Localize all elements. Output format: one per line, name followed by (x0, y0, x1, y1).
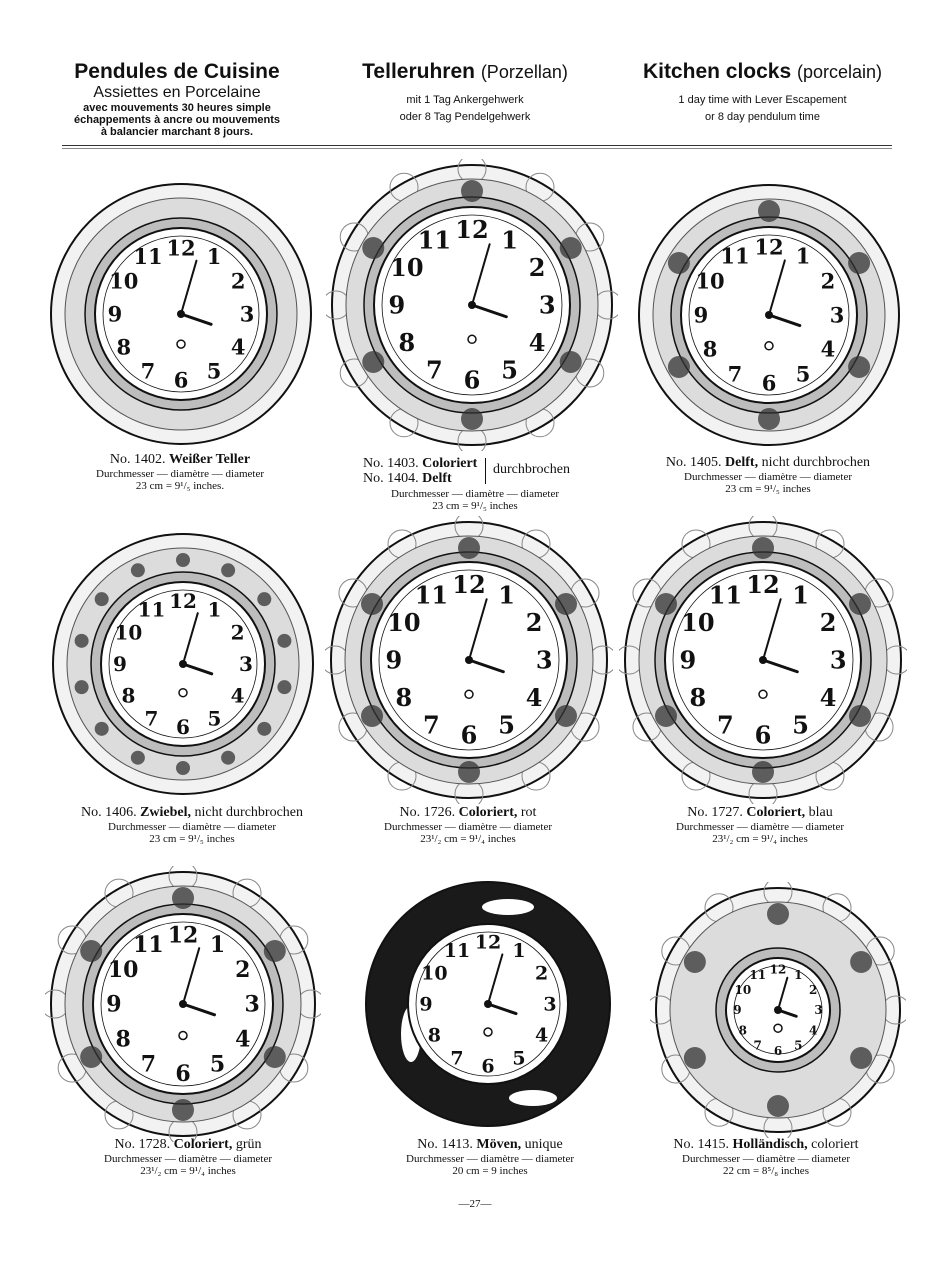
header-rule-secondary (62, 148, 892, 149)
header-french-line-3: à balancier marchant 8 jours. (100, 126, 254, 138)
dial-numeral: 9 (693, 302, 709, 328)
caption-1403-1404 (325, 456, 625, 512)
plate-ornament (461, 408, 483, 430)
dial-numeral: 4 (528, 328, 546, 357)
dial-numeral: 11 (708, 580, 743, 610)
plate-ornament (848, 356, 870, 378)
caption-1726-desc: rot (520, 805, 537, 820)
dial-numeral: 8 (427, 1024, 441, 1047)
dial-numeral: 10 (107, 957, 139, 984)
plate-ornament (848, 252, 870, 274)
header-english-line-2: or 8 day pendulum time (705, 111, 820, 123)
caption-1726 (318, 805, 618, 845)
dial-numeral: 2 (525, 607, 543, 637)
caption-1413 (340, 1137, 640, 1177)
dial-numeral: 8 (689, 683, 707, 712)
caption-1402-name: Weißer Teller (169, 452, 251, 467)
plate-ornament (752, 537, 774, 559)
plate-ornament (75, 634, 89, 648)
dial-numeral: 7 (140, 1051, 157, 1078)
dial-numeral: 10 (387, 607, 421, 637)
caption-1406-number: No. 1406. (80, 805, 137, 820)
dial-numeral: 9 (385, 645, 403, 675)
caption-1726-number: No. 1726. (399, 805, 456, 820)
caption-1727-size: 23¹/₂ cm = 9¹/₄ inches (712, 833, 808, 845)
plate-ornament (277, 634, 291, 648)
caption-1728-name: Coloriert, (173, 1137, 233, 1152)
header-german-title-paren: (Porzellan) (480, 62, 568, 82)
header-german-title: Telleruhren (362, 60, 475, 83)
dial-numeral: 10 (734, 982, 752, 997)
dial-numeral: 1 (498, 580, 515, 610)
caption-1728-number: No. 1728. (114, 1137, 171, 1152)
dial-numeral: 5 (794, 1038, 803, 1053)
header-french-title: Pendules de Cuisine (74, 60, 280, 83)
hand-hub (484, 1000, 492, 1008)
plate-ornament (362, 351, 384, 373)
plate-ornament (131, 751, 145, 765)
plate-ornament (655, 705, 677, 727)
caption-1403-name: Coloriert (422, 456, 478, 471)
caption-1415-desc: coloriert (811, 1137, 859, 1152)
dial-numeral: 7 (140, 358, 156, 384)
dial-numeral: 10 (109, 268, 139, 294)
dial-numeral: 4 (808, 1023, 818, 1038)
header-french-line-2: échappements à ancre ou mouvements (73, 114, 280, 126)
caption-1415-size: 22 cm = 8⁵/₈ inches (723, 1165, 809, 1177)
dial-numeral: 12 (455, 215, 489, 245)
dial-numeral: 3 (535, 645, 553, 675)
caption-1727 (610, 805, 910, 845)
dial-numeral: 5 (512, 1047, 526, 1070)
dial-numeral: 4 (820, 336, 836, 362)
dial-numeral: 2 (819, 607, 837, 637)
caption-1402 (30, 452, 330, 492)
caption-1405-name: Delft, (725, 455, 759, 470)
dial-numeral: 1 (792, 580, 809, 610)
dial-numeral: 11 (133, 931, 164, 958)
plate-ornament (80, 1046, 102, 1068)
dial-numeral: 8 (115, 1026, 131, 1053)
dial-numeral: 10 (114, 620, 143, 645)
caption-1413-size: 20 cm = 9 inches (452, 1165, 528, 1177)
dial-numeral: 11 (749, 968, 767, 983)
dial-numeral: 8 (116, 334, 132, 360)
dial-numeral: 5 (209, 1051, 226, 1078)
dial-numeral: 3 (538, 290, 556, 320)
dial-numeral: 12 (474, 931, 502, 954)
plate-ornament (361, 705, 383, 727)
plate-ornament (758, 408, 780, 430)
caption-1405 (618, 455, 918, 495)
dial-numeral: 12 (167, 922, 199, 949)
hand-hub (468, 301, 476, 309)
dial-numeral: 2 (535, 962, 549, 985)
plate-ornament (849, 593, 871, 615)
dial-numeral: 7 (144, 706, 159, 731)
dial-numeral: 2 (230, 268, 246, 294)
plate-ornament (131, 563, 145, 577)
dial-numeral: 10 (695, 268, 725, 294)
dial-numeral: 8 (395, 683, 413, 712)
plate-ornament (767, 903, 789, 925)
caption-1402-dimension-label: Durchmesser — diamètre — diameter (96, 468, 264, 480)
header-german-line-1: mit 1 Tag Ankergehwerk (406, 94, 524, 106)
plate-ornament (80, 940, 102, 962)
dial-numeral: 3 (814, 1003, 823, 1018)
dial-numeral: 11 (720, 243, 750, 269)
plate-ornament (752, 761, 774, 783)
dial-numeral: 7 (727, 361, 743, 387)
dial-numeral: 1 (501, 225, 518, 255)
clock-plate-1405 (633, 179, 905, 451)
dial-numeral: 10 (390, 252, 424, 282)
caption-1726-name: Coloriert, (458, 805, 518, 820)
dial-numeral: 5 (498, 710, 515, 740)
plate-ornament (849, 705, 871, 727)
caption-1406-size: 23 cm = 9¹/₅ inches (149, 833, 235, 845)
dial-numeral: 12 (754, 234, 784, 260)
header-english-line-1: 1 day time with Lever Escapement (678, 94, 847, 106)
plate-ornament (221, 563, 235, 577)
header-rule (62, 145, 892, 146)
hand-hub (774, 1006, 782, 1014)
clock-plate-1406 (47, 528, 319, 800)
dial-numeral: 4 (525, 683, 543, 712)
dial-numeral: 3 (244, 991, 260, 1018)
dial-numeral: 2 (820, 268, 836, 294)
dial-numeral: 6 (176, 715, 190, 739)
caption-1405-desc: nicht durchbrochen (761, 455, 871, 470)
dial-numeral: 8 (702, 336, 718, 362)
plate-ornament (684, 951, 706, 973)
hand-hub (177, 310, 185, 318)
dial-numeral: 4 (535, 1024, 549, 1047)
caption-1413-desc: unique (524, 1137, 563, 1152)
plate-ornament (560, 237, 582, 259)
plate-ornament (560, 351, 582, 373)
dial-numeral: 9 (113, 652, 127, 676)
clock-plate-1402 (45, 178, 317, 450)
caption-1403-desc: durchbrochen (493, 462, 570, 477)
caption-1728-dimension-label: Durchmesser — diamètre — diameter (104, 1153, 272, 1165)
dial-numeral: 12 (166, 235, 196, 261)
hand-hub (759, 656, 767, 664)
header-german (330, 60, 600, 126)
dial-numeral: 8 (398, 328, 416, 357)
dial-numeral: 7 (426, 355, 443, 385)
gull-shape (482, 899, 534, 915)
plate-ornament (767, 1095, 789, 1117)
dial-numeral: 9 (733, 1003, 742, 1018)
caption-1413-number: No. 1413. (417, 1137, 473, 1152)
plate-ornament (668, 252, 690, 274)
caption-1415 (616, 1137, 916, 1177)
plate-ornament (458, 761, 480, 783)
dial-numeral: 3 (829, 302, 845, 328)
dial-numeral: 11 (137, 597, 166, 622)
caption-1727-name: Coloriert, (746, 805, 806, 820)
dial-numeral: 6 (175, 1060, 191, 1087)
caption-1727-desc: blau (808, 805, 833, 820)
dial-numeral: 10 (421, 962, 448, 985)
dial-numeral: 1 (207, 597, 222, 622)
clock-plate-1413 (360, 876, 616, 1132)
caption-1406-name: Zwiebel, (140, 805, 192, 820)
page-number: —27— (458, 1198, 492, 1210)
dial-numeral: 4 (230, 683, 245, 708)
plate-ornament (264, 1046, 286, 1068)
dial-numeral: 4 (819, 683, 837, 712)
dial-numeral: 3 (239, 301, 255, 327)
clock-plate-1728 (45, 866, 321, 1142)
plate-ornament (555, 593, 577, 615)
dial-numeral: 6 (761, 370, 777, 396)
dial-numeral: 12 (769, 962, 787, 977)
hand-hub (179, 660, 187, 668)
caption-1728-size: 23¹/₂ cm = 9¹/₄ inches (140, 1165, 236, 1177)
dial-numeral: 11 (443, 939, 471, 962)
caption-1406-desc: nicht durchbrochen (194, 805, 304, 820)
dial-numeral: 3 (543, 993, 557, 1016)
header-english-title-paren: (porcelain) (797, 62, 883, 82)
header-german-line-2: oder 8 Tag Pendelgehwerk (399, 111, 531, 123)
caption-1406-dimension-label: Durchmesser — diamètre — diameter (108, 821, 276, 833)
hand-hub (765, 311, 773, 319)
header-english (625, 60, 900, 126)
plate-ornament (361, 593, 383, 615)
caption-1403-number: No. 1403. (363, 456, 419, 471)
dial-numeral: 8 (121, 683, 136, 708)
caption-1405-number: No. 1405. (665, 455, 722, 470)
dial-numeral: 6 (463, 365, 481, 395)
dial-numeral: 4 (235, 1026, 251, 1053)
plate-ornament (95, 722, 109, 736)
hand-hub (465, 656, 473, 664)
dial-numeral: 6 (754, 720, 772, 750)
plate-ornament (458, 537, 480, 559)
caption-1726-size: 23¹/₂ cm = 9¹/₄ inches (420, 833, 516, 845)
plate-ornament (221, 751, 235, 765)
header-english-title: Kitchen clocks (642, 60, 792, 83)
caption-1728-desc: grün (235, 1137, 262, 1152)
plate-ornament (277, 680, 291, 694)
dial-numeral: 6 (173, 367, 189, 393)
dial-numeral: 9 (419, 993, 433, 1016)
plate-ornament (555, 705, 577, 727)
dial-numeral: 6 (481, 1055, 495, 1078)
clock-plate-1727 (619, 516, 907, 804)
dial-numeral: 6 (460, 720, 478, 750)
dial-numeral: 3 (829, 645, 847, 675)
plate-ornament (655, 593, 677, 615)
plate-ornament (461, 180, 483, 202)
dial-numeral: 4 (230, 334, 246, 360)
dial-numeral: 12 (746, 570, 780, 600)
plate-ornament (172, 1099, 194, 1121)
dial-numeral: 12 (169, 589, 197, 613)
dial-numeral: 9 (388, 290, 406, 320)
dial-numeral: 1 (206, 244, 222, 270)
plate-ornament (176, 761, 190, 775)
plate-ornament (257, 722, 271, 736)
caption-1405-dimension-label: Durchmesser — diamètre — diameter (684, 471, 852, 483)
dial-numeral: 5 (792, 710, 809, 740)
dial-numeral: 5 (207, 706, 222, 731)
caption-1403-size: 23 cm = 9¹/₅ inches (432, 500, 518, 512)
dial-numeral: 3 (239, 652, 253, 676)
hand-hub (179, 1000, 187, 1008)
caption-1403-dimension-label: Durchmesser — diamètre — diameter (391, 488, 559, 500)
caption-1405-size: 23 cm = 9¹/₅ inches (725, 483, 811, 495)
dial-numeral: 7 (753, 1038, 762, 1053)
clock-plate-1403 (326, 159, 618, 451)
plate-ornament (264, 940, 286, 962)
plate-ornament (176, 553, 190, 567)
dial-numeral: 7 (423, 710, 440, 740)
caption-1415-number: No. 1415. (673, 1137, 730, 1152)
plate-ornament (95, 592, 109, 606)
caption-1404-name: Delft (422, 471, 452, 486)
plate-ornament (850, 951, 872, 973)
plate-ornament (257, 592, 271, 606)
dial-numeral: 1 (795, 243, 811, 269)
dial-numeral: 2 (235, 957, 251, 984)
plate-ornament (850, 1047, 872, 1069)
caption-1415-dimension-label: Durchmesser — diamètre — diameter (682, 1153, 850, 1165)
dial-numeral: 12 (452, 570, 486, 600)
dial-numeral: 2 (808, 982, 818, 997)
plate-ornament (362, 237, 384, 259)
plate-ornament (75, 680, 89, 694)
caption-1406 (42, 805, 342, 845)
caption-1413-name: Möven, (476, 1137, 522, 1152)
dial-numeral: 2 (230, 620, 245, 645)
dial-numeral: 9 (106, 991, 122, 1018)
clock-plate-1726 (325, 516, 613, 804)
dial-numeral: 11 (133, 244, 163, 270)
dial-numeral: 1 (209, 931, 226, 958)
dial-numeral: 5 (501, 355, 518, 385)
caption-1728 (38, 1137, 338, 1177)
gull-shape (509, 1090, 557, 1106)
caption-1413-dimension-label: Durchmesser — diamètre — diameter (406, 1153, 574, 1165)
dial-numeral: 7 (450, 1047, 464, 1070)
plate-ornament (668, 356, 690, 378)
dial-numeral: 7 (717, 710, 734, 740)
dial-numeral: 1 (512, 939, 526, 962)
header-french-line-1: avec mouvements 30 heures simple (83, 102, 271, 114)
dial-numeral: 8 (738, 1023, 748, 1038)
plate-ornament (758, 200, 780, 222)
caption-1415-name: Holländisch, (732, 1137, 808, 1152)
dial-numeral: 5 (795, 361, 811, 387)
caption-1727-number: No. 1727. (687, 805, 743, 820)
caption-brace (485, 458, 489, 484)
dial-numeral: 9 (107, 301, 123, 327)
header-french-subtitle: Assiettes en Porcelaine (93, 84, 261, 101)
caption-1404-number: No. 1404. (363, 471, 419, 486)
plate-ornament (172, 887, 194, 909)
header-french (52, 60, 302, 138)
dial-numeral: 5 (206, 358, 222, 384)
dial-numeral: 11 (417, 225, 452, 255)
dial-numeral: 6 (773, 1043, 783, 1058)
plate-ornament (684, 1047, 706, 1069)
caption-1402-number: No. 1402. (109, 452, 166, 467)
caption-1726-dimension-label: Durchmesser — diamètre — diameter (384, 821, 552, 833)
dial-numeral: 2 (528, 252, 546, 282)
clock-plate-1415 (650, 882, 906, 1138)
caption-1402-size: 23 cm = 9¹/₅ inches. (135, 480, 225, 492)
dial-numeral: 11 (414, 580, 449, 610)
dial-numeral: 1 (794, 968, 803, 983)
dial-numeral: 9 (679, 645, 697, 675)
caption-1727-dimension-label: Durchmesser — diamètre — diameter (676, 821, 844, 833)
dial-numeral: 10 (681, 607, 715, 637)
